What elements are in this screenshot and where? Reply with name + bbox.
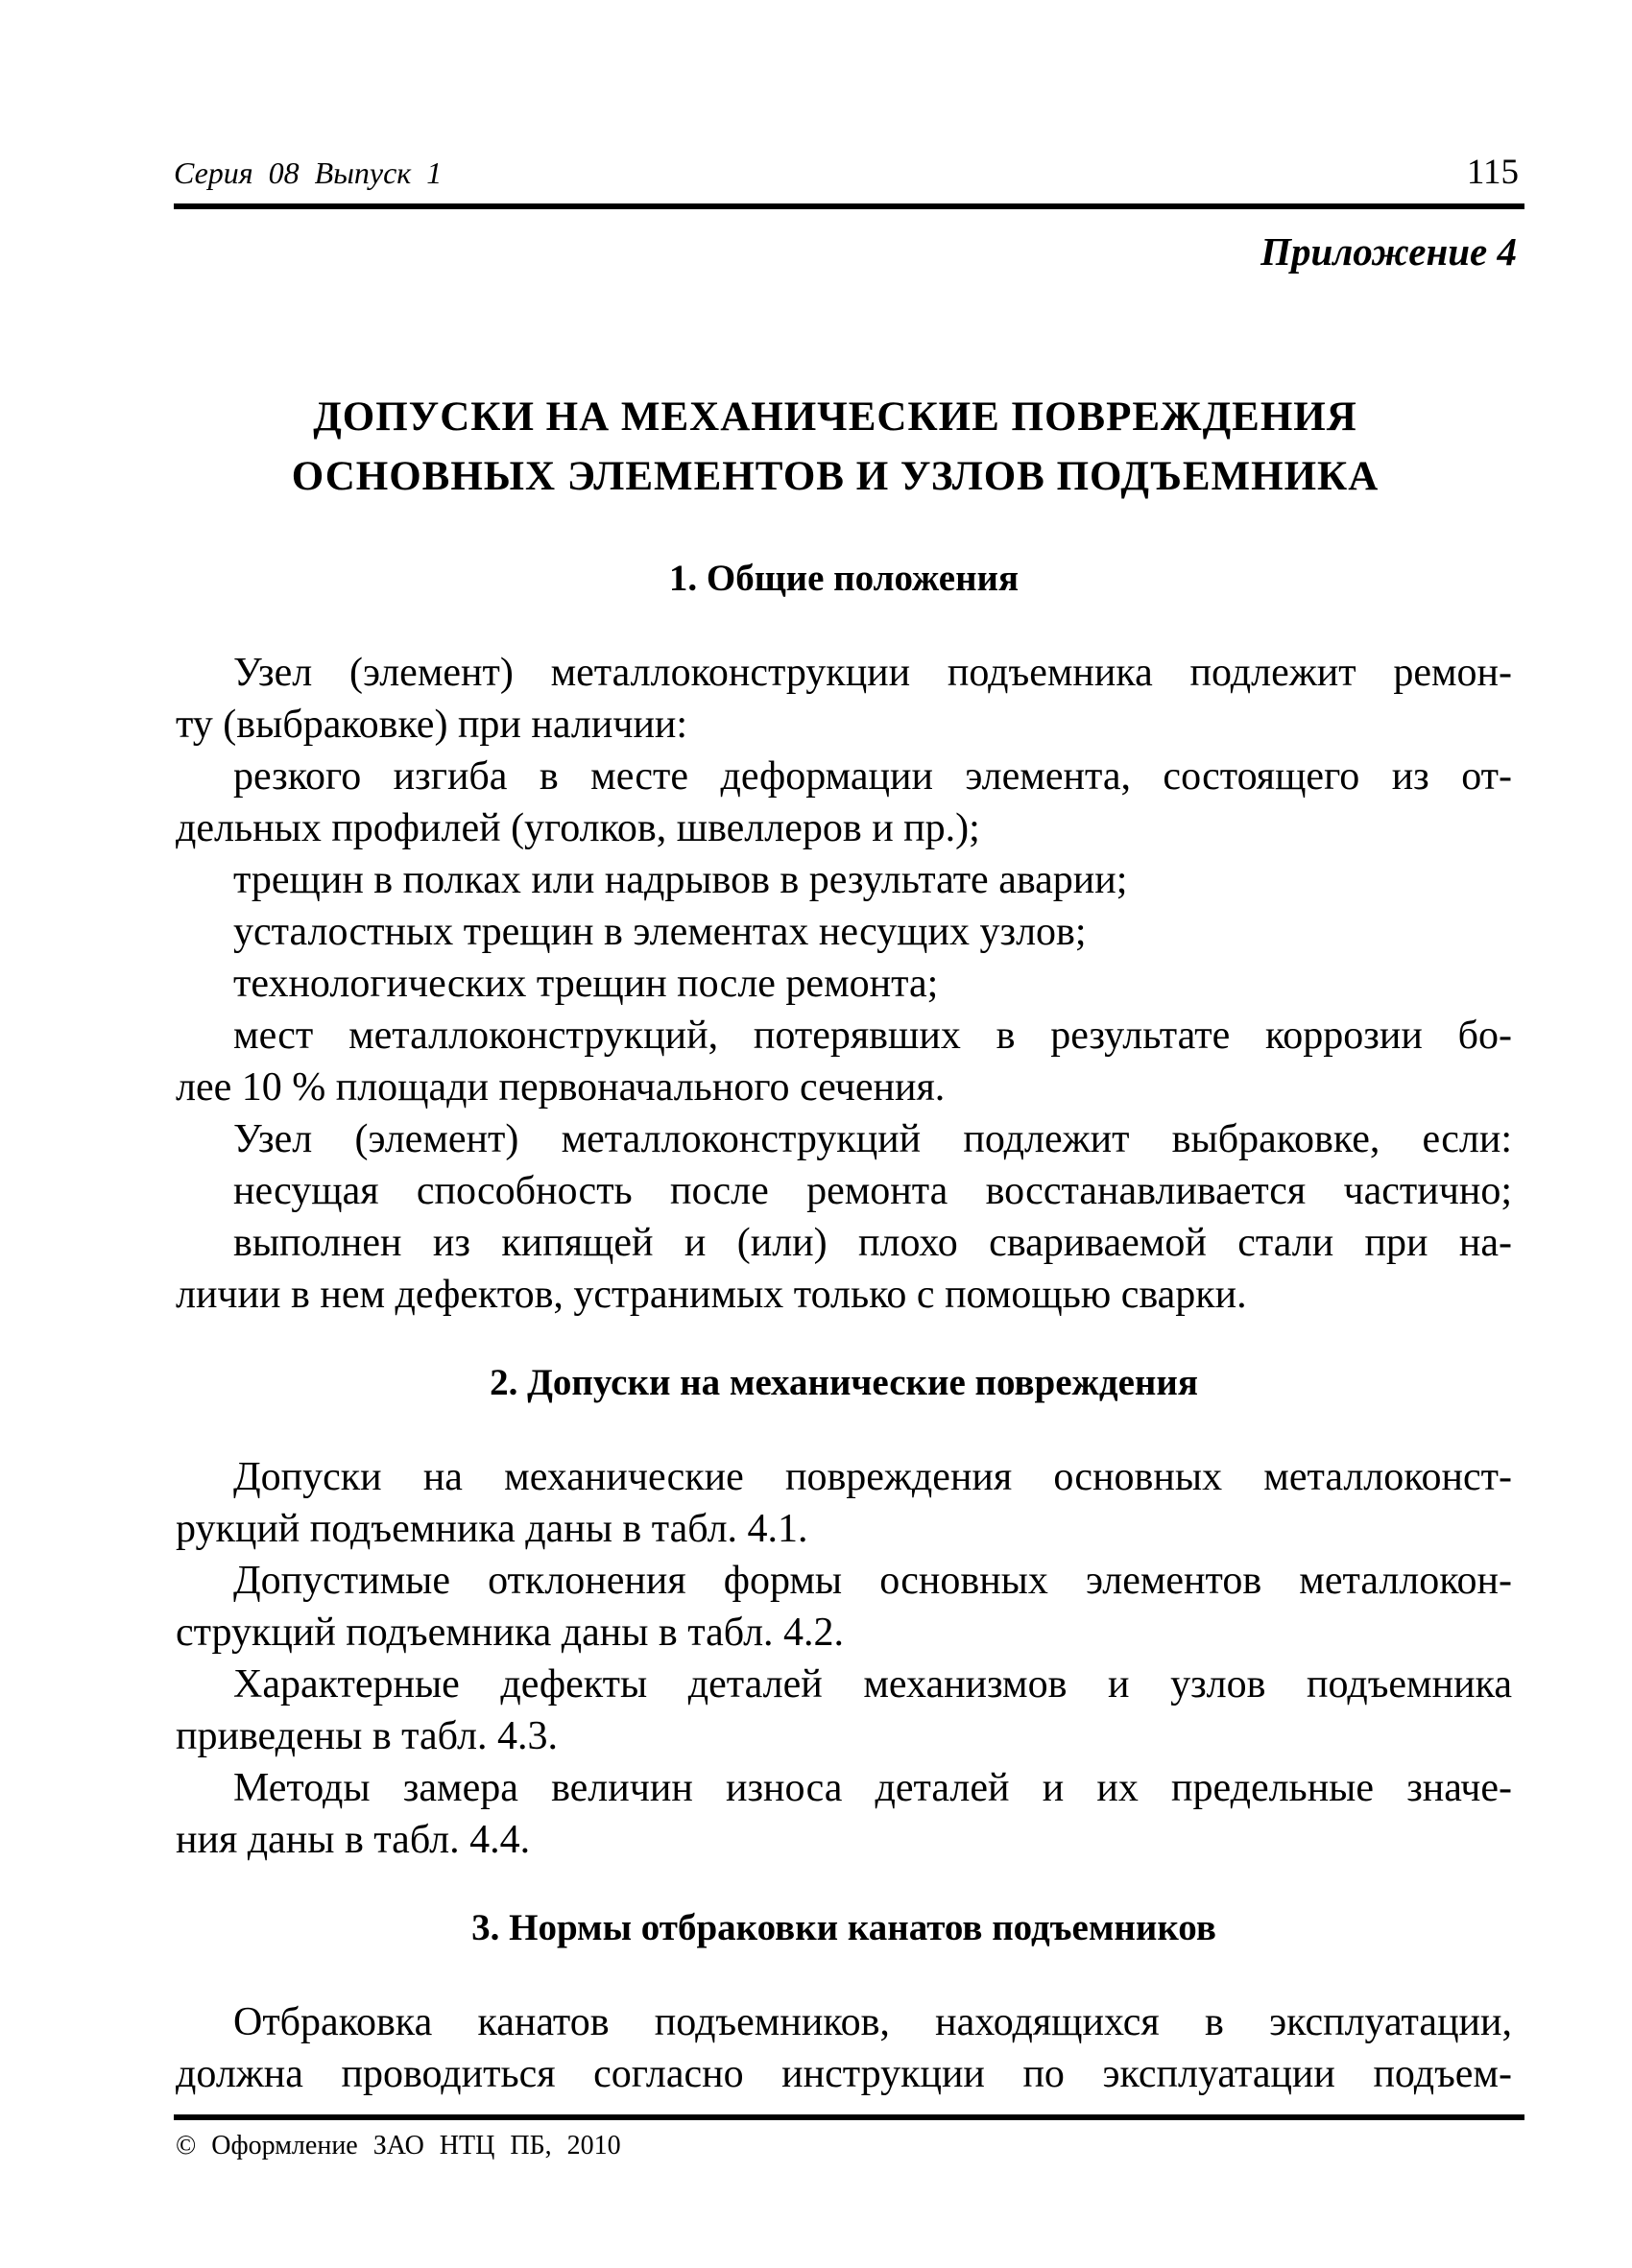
paragraph xyxy=(176,1217,1512,1321)
paragraph xyxy=(176,751,1512,854)
text-line: резкого изгиба в месте деформации элемента, состоящего из от- xyxy=(233,754,1512,799)
document-body xyxy=(176,555,1512,2100)
paragraph xyxy=(176,906,1512,958)
document-title-line-1: ДОПУСКИ НА МЕХАНИЧЕСКИЕ ПОВРЕЖДЕНИЯ xyxy=(313,394,1357,440)
text-line: Методы замера величин износа деталей и их предельные значе- xyxy=(233,1766,1512,1810)
paragraph xyxy=(176,1555,1512,1659)
text-line: Узел (элемент) металлоконструкций подлежит выбраковке, если: xyxy=(233,1117,1512,1161)
page-number: 115 xyxy=(1466,153,1519,192)
text-line: Отбраковка канатов подъемников, находящихся в эксплуатации, xyxy=(233,2000,1512,2044)
text-line: мест металлоконструкций, потерявших в результате коррозии бо- xyxy=(233,1014,1512,1058)
text-line: дельных профилей (уголков, швеллеров и пр.); xyxy=(176,806,980,850)
section xyxy=(176,555,1512,1321)
text-line: несущая способность после ремонта восстанавливается частично; xyxy=(233,1169,1512,1213)
footer-rule xyxy=(174,2114,1524,2120)
text-line: лее 10 % площади первоначального сечения. xyxy=(176,1065,946,1110)
text-line: ния даны в табл. 4.4. xyxy=(176,1818,531,1862)
text-line: личии в нем дефектов, устранимых только с помощью сварки. xyxy=(176,1273,1247,1317)
text-line: ту (выбраковке) при наличии: xyxy=(176,703,688,747)
header-rule xyxy=(174,203,1524,209)
section-heading: 2. Допуски на механические повреждения xyxy=(490,1362,1198,1403)
paragraph xyxy=(176,1113,1512,1165)
paragraph xyxy=(176,958,1512,1010)
paragraph xyxy=(176,1451,1512,1555)
copyright-notice: © Оформление ЗАО НТЦ ПБ, 2010 xyxy=(176,2131,621,2161)
section-heading: 1. Общие положения xyxy=(668,558,1020,599)
text-line: трещин в полках или надрывов в результате аварии; xyxy=(233,858,1128,902)
paragraph xyxy=(176,1010,1512,1113)
paragraph xyxy=(176,1762,1512,1866)
text-line: Узел (элемент) металлоконструкции подъемника подлежит ремон- xyxy=(233,651,1512,695)
annex-label: Приложение 4 xyxy=(1260,229,1517,274)
text-line: технологических трещин после ремонта; xyxy=(233,962,939,1006)
page-header xyxy=(174,152,1519,193)
section xyxy=(176,1904,1512,2100)
paragraph xyxy=(176,854,1512,906)
text-line: струкций подъемника даны в табл. 4.2. xyxy=(176,1611,845,1655)
text-line: усталостных трещин в элементах несущих узлов; xyxy=(233,910,1087,954)
text-line: выполнен из кипящей и (или) плохо свариваемой стали при на- xyxy=(233,1221,1512,1265)
text-line: рукций подъемника даны в табл. 4.1. xyxy=(176,1507,808,1551)
paragraph xyxy=(176,1659,1512,1762)
text-line: приведены в табл. 4.3. xyxy=(176,1714,558,1758)
section-heading: 3. Нормы отбраковки канатов подъемников xyxy=(471,1907,1216,1948)
document-title xyxy=(134,388,1536,507)
paragraph xyxy=(176,1996,1512,2100)
text-line: Допуски на механические повреждения основных металлоконст- xyxy=(233,1455,1512,1499)
text-line: Допустимые отклонения формы основных элементов металлокон- xyxy=(233,1559,1512,1603)
section xyxy=(176,1359,1512,1866)
text-line: Характерные дефекты деталей механизмов и узлов подъемника xyxy=(233,1662,1512,1707)
paragraph xyxy=(176,1165,1512,1217)
series-issue-label: Серия 08 Выпуск 1 xyxy=(174,155,443,190)
document-title-line-2: ОСНОВНЫХ ЭЛЕМЕНТОВ И УЗЛОВ ПОДЪЕМНИКА xyxy=(291,454,1380,499)
text-line: должна проводиться согласно инструкции по эксплуатации подъем- xyxy=(176,2052,1512,2096)
paragraph xyxy=(176,647,1512,751)
